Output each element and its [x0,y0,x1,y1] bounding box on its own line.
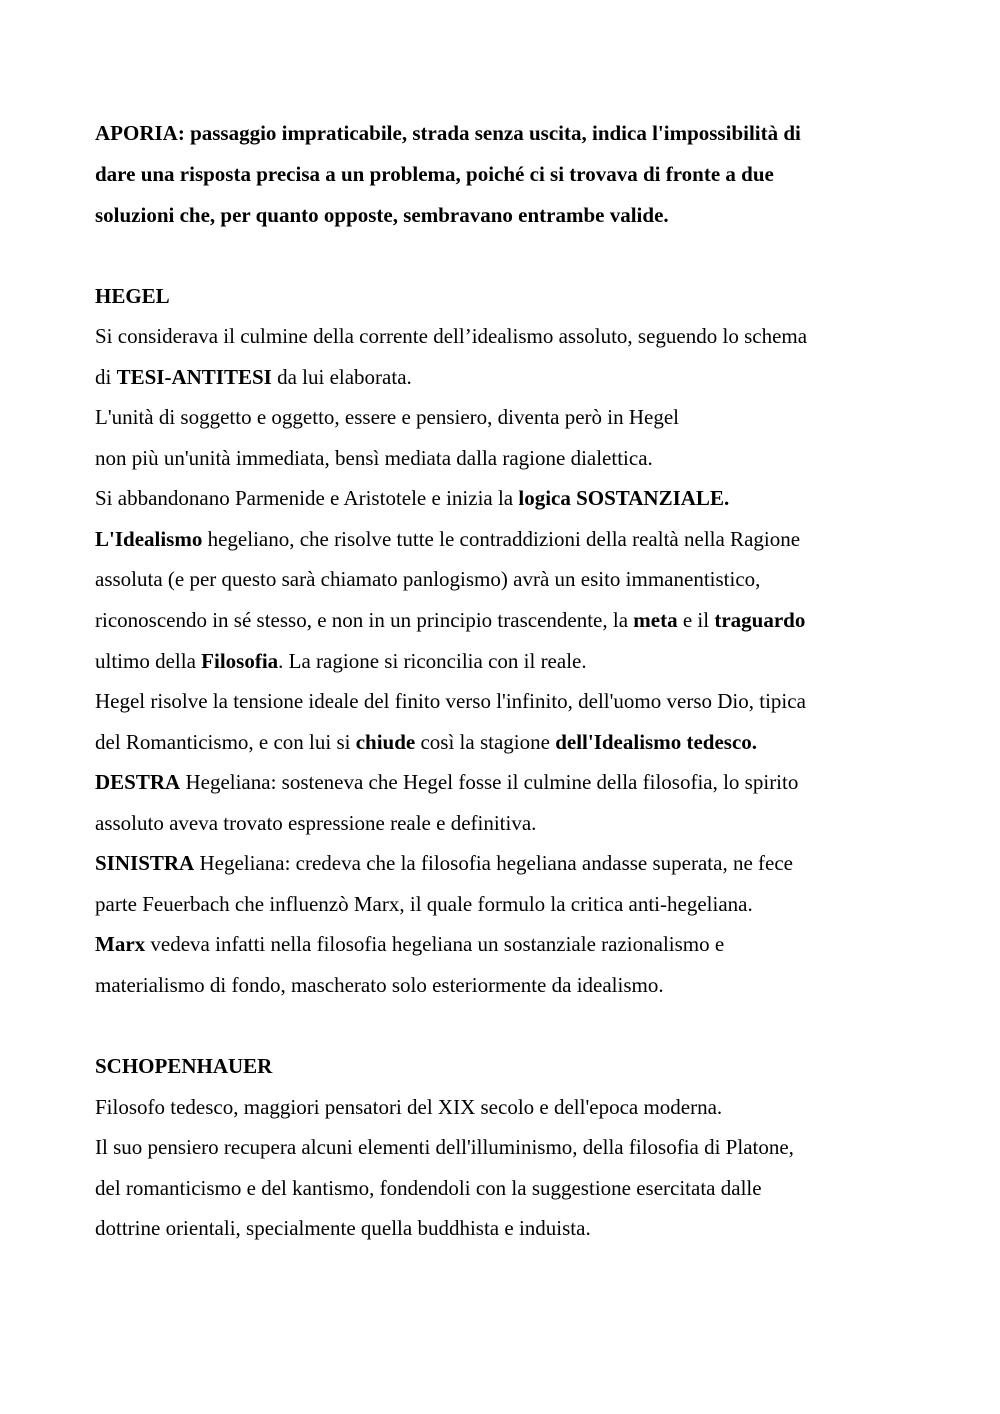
hegel-line-12-text-b: Hegeliana: sosteneva che Hegel fosse il culmine della filosofia, lo spirito [180,770,799,794]
hegel-line-6-bold: L'Idealismo [95,527,203,551]
hegel-line-2-bold: TESI-ANTITESI [116,365,272,389]
hegel-line-2-text-a: di [95,365,117,389]
hegel-line-12 [95,769,798,795]
hegel-line-6-text-b: hegeliano, che risolve tutte le contraddizioni della realtà nella Ragione [202,527,801,551]
hegel-line-14 [95,850,793,876]
hegel-line-13: assoluto aveva trovato espressione reale e definitiva. [95,811,537,835]
hegel-line-3: L'unità di soggetto e oggetto, essere e pensiero, diventa però in Hegel [95,405,680,429]
hegel-line-2-text-c: da lui elaborata. [271,365,412,389]
hegel-line-5-bold: logica SOSTANZIALE. [518,486,730,510]
hegel-line-12-bold: DESTRA [95,770,181,794]
hegel-line-11-bold-chiude: chiude [355,730,416,754]
hegel-line-11-bold-idealismo: dell'Idealismo tedesco. [555,730,758,754]
hegel-line-10: Hegel risolve la tensione ideale del finito verso l'infinito, dell'uomo verso Dio, tipica [95,689,806,713]
hegel-line-5-text-a: Si abbandonano Parmenide e Aristotele e inizia la [95,486,519,510]
schopenhauer-line-4: dottrine orientali, specialmente quella buddhista e induista. [95,1216,591,1240]
aporia-line-2: dare una risposta precisa a un problema, poiché ci si trovava di fronte a due [95,162,774,186]
hegel-line-8-text-c: e il [677,608,715,632]
hegel-line-16 [95,931,724,957]
hegel-line-4: non più un'unità immediata, bensì mediata dalla ragione dialettica. [95,446,653,470]
hegel-heading: HEGEL [95,284,170,308]
hegel-line-11 [95,729,757,755]
hegel-line-9-text-a: ultimo della [95,649,202,673]
hegel-line-8-bold-meta: meta [633,608,678,632]
schopenhauer-line-3: del romanticismo e del kantismo, fondendoli con la suggestione esercitata dalle [95,1176,762,1200]
aporia-line-1: APORIA: passaggio impraticabile, strada senza uscita, indica l'impossibilità di [95,121,801,145]
hegel-line-14-bold: SINISTRA [95,851,195,875]
hegel-line-17: materialismo di fondo, mascherato solo esteriormente da idealismo. [95,973,664,997]
hegel-line-15: parte Feuerbach che influenzò Marx, il quale formulo la critica anti-hegeliana. [95,892,753,916]
hegel-line-11-text-c: così la stagione [415,730,556,754]
hegel-line-8-text-a: riconoscendo in sé stesso, e non in un principio trascendente, la [95,608,634,632]
hegel-line-8 [95,607,805,633]
hegel-line-2 [95,364,412,390]
hegel-line-5 [95,485,729,511]
hegel-line-16-text-b: vedeva infatti nella filosofia hegeliana un sostanziale razionalismo e [145,932,725,956]
aporia-line-3: soluzioni che, per quanto opposte, sembravano entrambe valide. [95,203,669,227]
schopenhauer-line-1: Filosofo tedesco, maggiori pensatori del XIX secolo e dell'epoca moderna. [95,1095,723,1119]
hegel-line-6 [95,526,800,552]
hegel-line-8-bold-traguardo: traguardo [714,608,806,632]
hegel-line-16-bold: Marx [95,932,146,956]
hegel-line-9-bold: Filosofia [201,649,279,673]
schopenhauer-heading: SCHOPENHAUER [95,1054,273,1078]
hegel-line-11-text-a: del Romanticismo, e con lui si [95,730,356,754]
hegel-line-9 [95,648,587,674]
hegel-line-1: Si considerava il culmine della corrente dell’idealismo assoluto, seguendo lo schema [95,324,808,348]
hegel-line-7: assoluta (e per questo sarà chiamato panlogismo) avrà un esito immanentistico, [95,567,761,591]
hegel-line-14-text-b: Hegeliana: credeva che la filosofia hegeliana andasse superata, ne fece [194,851,793,875]
schopenhauer-line-2: Il suo pensiero recupera alcuni elementi dell'illuminismo, della filosofia di Platone, [95,1135,794,1159]
hegel-line-9-text-c: . La ragione si riconcilia con il reale. [278,649,587,673]
